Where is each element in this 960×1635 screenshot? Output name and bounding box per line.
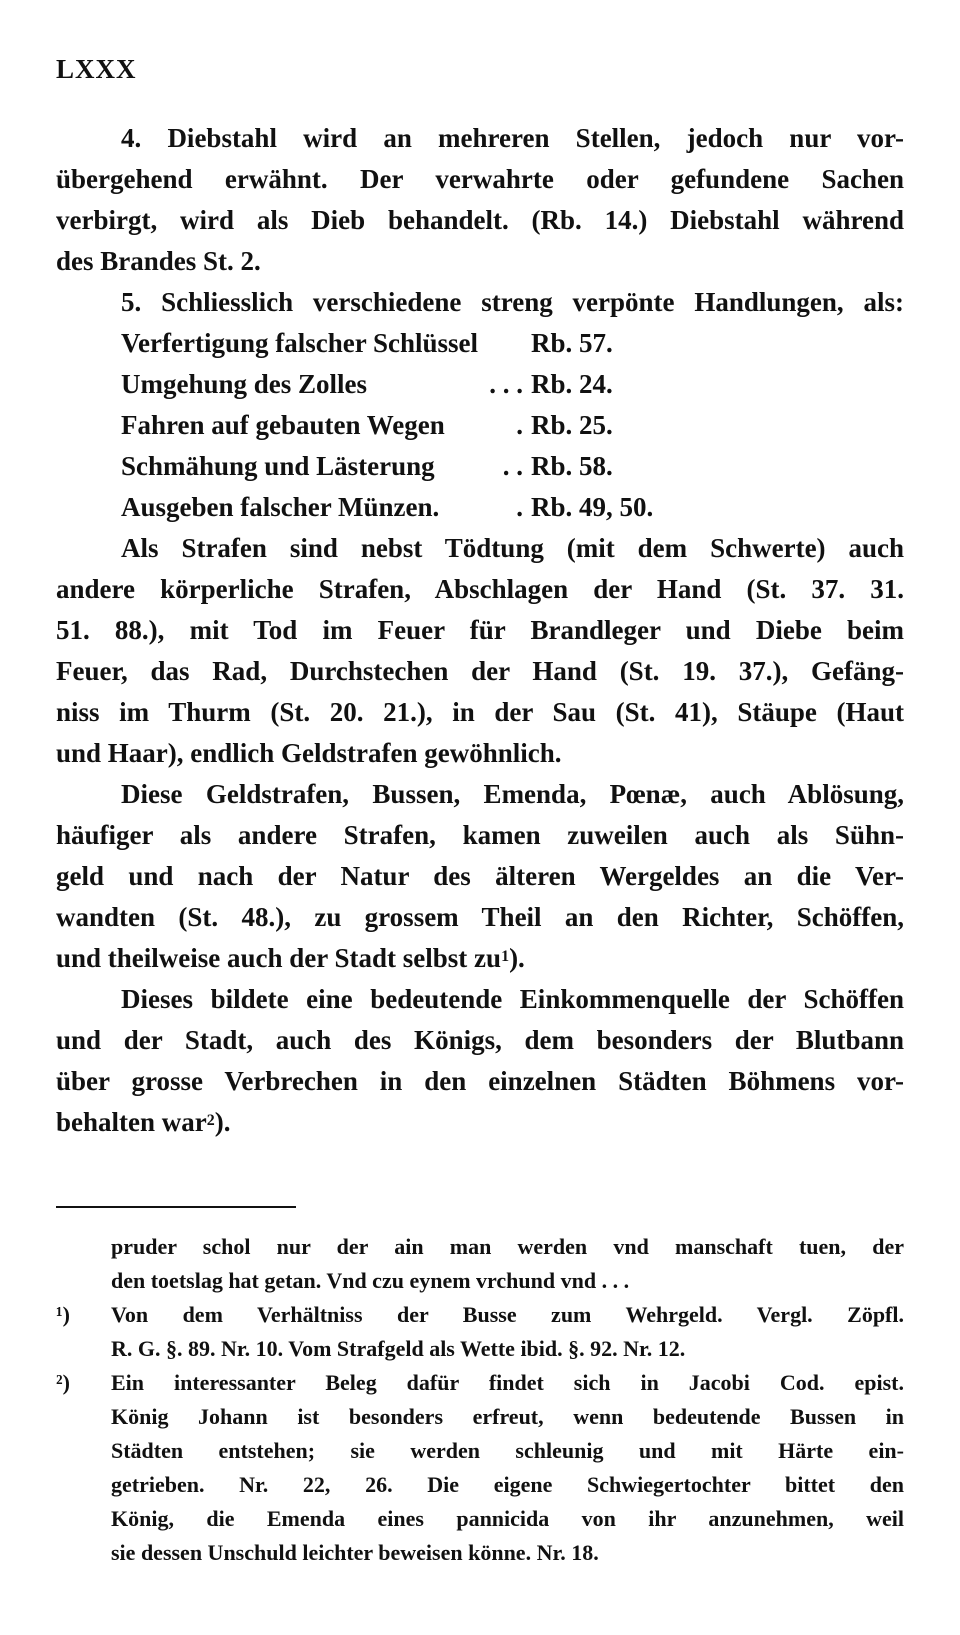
footnote-line: König, die Emenda eines pannicida von ihr anzunehmen, weil xyxy=(111,1506,904,1531)
list-item xyxy=(121,405,904,446)
list-item-text: Fahren auf gebauten Wegen xyxy=(121,410,445,440)
text-line: wandten (St. 48.), zu grossem Theil an den Richter, Schöffen, xyxy=(56,902,904,932)
text-fragment: ). xyxy=(509,943,525,973)
text-line: verbirgt, wird als Dieb behandelt. (Rb. 14.) Diebstahl während xyxy=(56,205,904,235)
offence-list xyxy=(56,323,904,528)
text-line: Diese Geldstrafen, Bussen, Emenda, Pœnæ, auch Ablösung, xyxy=(121,779,904,809)
paragraph-theft xyxy=(56,118,904,282)
list-item-text: Ausgeben falscher Münzen. xyxy=(121,492,440,522)
footnote-line: König Johann ist besonders erfreut, wenn bedeutende Bussen in xyxy=(111,1404,904,1429)
footnote-mark: ²) xyxy=(56,1370,70,1395)
text-line xyxy=(56,1102,904,1143)
list-item-ref: Rb. 57. xyxy=(531,328,613,358)
text-line: und der Stadt, auch des Königs, dem besonders der Blutbann xyxy=(56,1025,904,1055)
footnote-ref-2: 2 xyxy=(206,1112,215,1129)
text-line: geld und nach der Natur des älteren Wergeldes an die Ver- xyxy=(56,861,904,891)
paragraph-punishments xyxy=(56,528,904,774)
footnote-line: Von dem Verhältniss der Busse zum Wehrgeld. Vergl. Zöpfl. xyxy=(111,1302,904,1327)
list-item-ref: Rb. 58. xyxy=(531,451,613,481)
list-item xyxy=(121,487,904,528)
list-item-ref: Rb. 49, 50. xyxy=(531,492,654,522)
list-item-text: Schmähung und Lästerung xyxy=(121,451,435,481)
text-line: über grosse Verbrechen in den einzelnen Städten Böhmens vor- xyxy=(56,1066,904,1096)
footnote-line: Ein interessanter Beleg dafür findet sich in Jacobi Cod. epist. xyxy=(111,1370,904,1395)
text-line: häufiger als andere Strafen, kamen zuweilen auch als Sühn- xyxy=(56,820,904,850)
main-text xyxy=(56,118,904,1143)
footnote-1 xyxy=(56,1298,904,1366)
list-item-ref: Rb. 25. xyxy=(531,410,613,440)
page-number: LXXX xyxy=(56,54,137,84)
list-item-text: Verfertigung falscher Schlüssel xyxy=(121,328,478,358)
footnote-line: pruder schol nur der ain man werden vnd manschaft tuen, der xyxy=(111,1234,904,1259)
footnote-continuation xyxy=(56,1230,904,1298)
text-line: Feuer, das Rad, Durchstechen der Hand (St. 19. 37.), Gefäng- xyxy=(56,656,904,686)
text-line: und Haar), endlich Geldstrafen gewöhnlich. xyxy=(56,738,562,768)
list-item-dots: . xyxy=(516,492,523,522)
footnotes xyxy=(56,1230,904,1570)
text-line xyxy=(56,938,904,979)
paragraph-offences xyxy=(56,282,904,528)
footnote-line: sie dessen Unschuld leichter beweisen könne. Nr. 18. xyxy=(111,1540,599,1565)
list-item-text: Umgehung des Zolles xyxy=(121,369,368,399)
text-line: 4. Diebstahl wird an mehreren Stellen, jedoch nur vor- xyxy=(121,123,904,153)
footnote-ref-1: 1 xyxy=(501,948,510,965)
footnote-line: getrieben. Nr. 22, 26. Die eigene Schwiegertochter bittet den xyxy=(111,1472,904,1497)
list-item xyxy=(121,364,904,405)
list-item xyxy=(121,446,904,487)
paragraph-fines xyxy=(56,774,904,979)
footnote-line: R. G. §. 89. Nr. 10. Vom Strafgeld als Wette ibid. §. 92. Nr. 12. xyxy=(111,1336,686,1361)
text-line: Dieses bildete eine bedeutende Einkommenquelle der Schöffen xyxy=(121,984,904,1014)
list-item-ref: Rb. 24. xyxy=(531,369,613,399)
paragraph-income xyxy=(56,979,904,1143)
footnote-mark: ¹) xyxy=(56,1302,70,1327)
list-item xyxy=(121,323,904,364)
list-item-dots: . . xyxy=(502,451,523,481)
text-line: übergehend erwähnt. Der verwahrte oder gefundene Sachen xyxy=(56,164,904,194)
text-fragment: und theilweise auch der Stadt selbst zu xyxy=(56,943,502,973)
text-fragment: behalten war xyxy=(56,1107,207,1137)
footnote-2 xyxy=(56,1366,904,1570)
list-item-dots: . xyxy=(516,410,523,440)
text-line: niss im Thurm (St. 20. 21.), in der Sau (St. 41), Stäupe (Haut xyxy=(56,697,904,727)
text-line: 5. Schliesslich verschiedene streng verpönte Handlungen, als: xyxy=(121,287,904,317)
footnote-line: Städten entstehen; sie werden schleunig und mit Härte ein- xyxy=(111,1438,904,1463)
text-line: andere körperliche Strafen, Abschlagen der Hand (St. 37. 31. xyxy=(56,574,904,604)
text-line: Als Strafen sind nebst Tödtung (mit dem Schwerte) auch xyxy=(121,533,904,563)
text-line: 51. 88.), mit Tod im Feuer für Brandleger und Diebe beim xyxy=(56,615,904,645)
footnote-line: den toetslag hat getan. Vnd czu eynem vrchund vnd . . . xyxy=(111,1268,630,1293)
list-item-dots: . . . xyxy=(489,369,523,399)
text-fragment: ). xyxy=(214,1107,231,1137)
list-item-dots xyxy=(478,323,531,364)
footnote-divider xyxy=(56,1206,296,1208)
text-line: des Brandes St. 2. xyxy=(56,246,261,276)
